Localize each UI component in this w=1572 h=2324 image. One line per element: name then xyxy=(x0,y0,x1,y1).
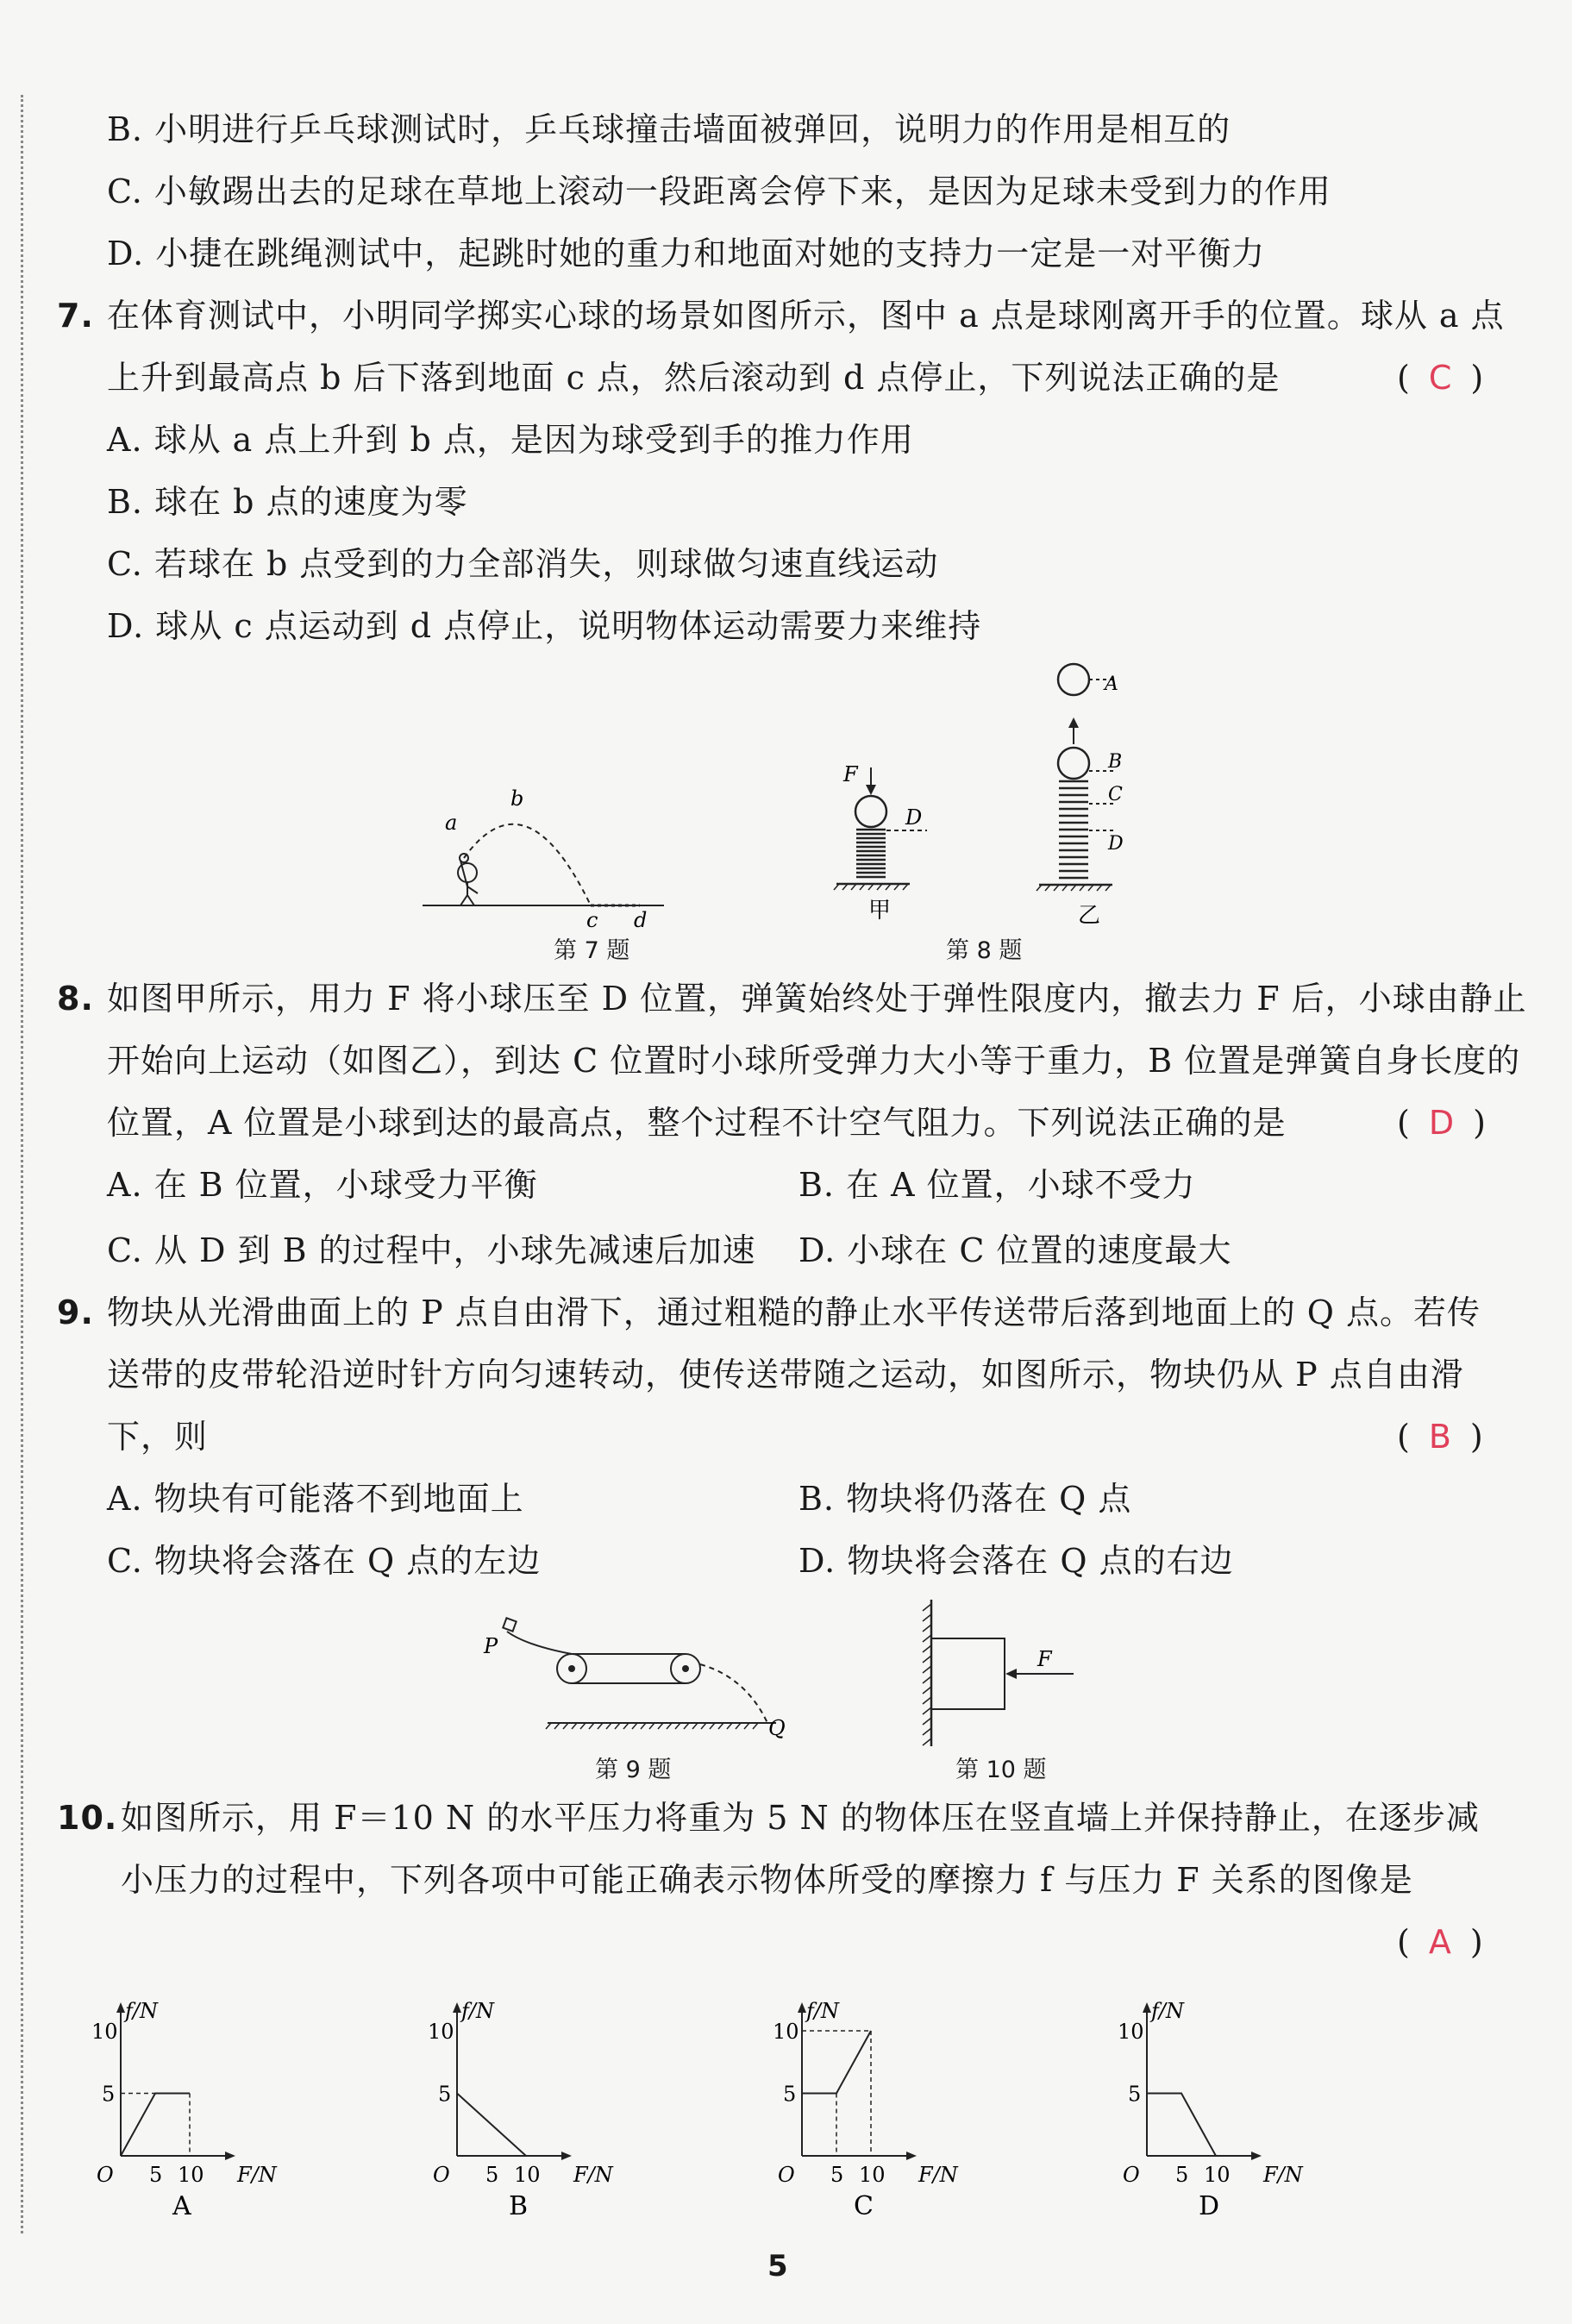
x-tick-label: 5 xyxy=(485,2163,499,2187)
x-tick-label: 10 xyxy=(178,2163,204,2187)
label-D-yi: D xyxy=(1108,833,1124,855)
q8-option-b: B. 在 A 位置，小球不受力 xyxy=(799,1166,1196,1204)
graph-name: D xyxy=(1199,2191,1220,2221)
q9-option-d: D. 物块将会落在 Q 点的右边 xyxy=(799,1542,1234,1580)
origin-label: O xyxy=(1123,2163,1140,2187)
fig10-wall-block-diagram xyxy=(910,1595,1082,1751)
label-c: c xyxy=(586,908,598,932)
label-jia: 甲 xyxy=(868,898,892,924)
q10-answer: A xyxy=(1428,1923,1451,1961)
q9-option-c: C. 物块将会落在 Q 点的左边 xyxy=(107,1542,542,1580)
y-axis-arrow xyxy=(1143,2002,1151,2013)
label-F: F xyxy=(843,762,858,786)
fig10-caption: 第 10 题 xyxy=(955,1757,1047,1783)
q7-text-line1: 在体育测试中，小明同学掷实心球的场景如图所示，图中 a 点是球刚离开手的位置。球从 a 点 xyxy=(107,297,1505,335)
q8-text-line3: 位置，A 位置是小球到达的最高点，整个过程不计空气阻力。下列说法正确的是 xyxy=(107,1104,1287,1142)
q9-option-b: B. 物块将仍落在 Q 点 xyxy=(799,1480,1132,1518)
y-tick-label: 5 xyxy=(102,2082,116,2107)
q7-option-b: B. 球在 b 点的速度为零 xyxy=(107,483,468,521)
origin-label: O xyxy=(778,2163,795,2187)
page-number: 5 xyxy=(767,2249,788,2283)
spring-jia xyxy=(856,830,886,877)
f-F-curve xyxy=(802,2031,871,2094)
f-F-curve xyxy=(1147,2094,1216,2157)
y-tick-label: 10 xyxy=(91,2020,118,2044)
fig7-caption: 第 7 题 xyxy=(554,937,630,964)
q9-option-a: A. 物块有可能落不到地面上 xyxy=(107,1480,524,1518)
label-a: a xyxy=(445,811,458,835)
label-F: F xyxy=(1037,1647,1052,1671)
x-axis-label: F/N xyxy=(1263,2163,1303,2187)
q7-number: 7. xyxy=(57,297,94,335)
q9-number: 9. xyxy=(57,1294,94,1331)
y-tick-label: 5 xyxy=(783,2082,797,2107)
graph-option-b xyxy=(427,1996,686,2229)
y-axis-label: f/N xyxy=(125,1999,158,2023)
q8-option-c: C. 从 D 到 B 的过程中，小球先减速后加速 xyxy=(107,1231,756,1269)
block-at-P xyxy=(503,1618,516,1631)
label-B: B xyxy=(1108,751,1123,773)
y-axis-label: f/N xyxy=(1151,1999,1184,2023)
graph-name: C xyxy=(854,2191,874,2221)
y-tick-label: 10 xyxy=(428,2020,454,2044)
q9-answer-bracket: ( B ) xyxy=(1397,1418,1483,1456)
graph-option-a xyxy=(91,1996,349,2229)
label-Q: Q xyxy=(768,1716,786,1740)
f-F-curve xyxy=(121,2094,190,2157)
y-tick-label: 10 xyxy=(773,2020,799,2044)
x-axis-arrow xyxy=(906,2152,917,2160)
q7-option-a: A. 球从 a 点上升到 b 点，是因为球受到手的推力作用 xyxy=(107,421,914,459)
label-A: A xyxy=(1105,673,1118,695)
trajectory-path xyxy=(464,824,591,905)
q9-text-line1: 物块从光滑曲面上的 P 点自由滑下，通过粗糙的静止水平传送带后落到地面上的 Q 点。若传 xyxy=(107,1294,1481,1331)
graph-option-d xyxy=(1117,1996,1375,2229)
x-tick-label: 10 xyxy=(514,2163,541,2187)
q8-number: 8. xyxy=(57,980,94,1018)
spring-yi xyxy=(1059,781,1088,878)
label-yi: 乙 xyxy=(1078,903,1101,929)
q6-option-d: D. 小捷在跳绳测试中，起跳时她的重力和地面对她的支持力一定是一对平衡力 xyxy=(107,235,1266,272)
q9-text-line2: 送带的皮带轮沿逆时针方向匀速转动，使传送带随之运动，如图所示，物块仍从 P 点自由滑 xyxy=(107,1356,1464,1394)
y-axis-label: f/N xyxy=(461,1999,494,2023)
person-head xyxy=(458,863,477,882)
ball-jia xyxy=(855,796,886,827)
q8-text-line1: 如图甲所示，用力 F 将小球压至 D 位置，弹簧始终处于弹性限度内，撤去力 F 后，小球由静止 xyxy=(107,980,1527,1018)
fig8-spring-diagram xyxy=(824,655,1151,931)
label-P: P xyxy=(484,1634,498,1658)
ball-position-A xyxy=(1058,664,1089,695)
binding-margin-line xyxy=(21,95,23,2233)
x-axis-arrow xyxy=(225,2152,235,2160)
label-b: b xyxy=(510,786,524,811)
y-axis-arrow xyxy=(798,2002,806,2013)
graph-name: A xyxy=(172,2191,191,2221)
x-axis-label: F/N xyxy=(918,2163,958,2187)
label-d: d xyxy=(634,908,648,932)
smooth-curve xyxy=(507,1632,572,1654)
velocity-arrow xyxy=(1068,717,1079,728)
fall-path xyxy=(700,1664,767,1723)
q7-answer: C xyxy=(1428,359,1452,397)
q9-answer: B xyxy=(1428,1418,1451,1456)
q6-option-c: C. 小敏踢出去的足球在草地上滚动一段距离会停下来，是因为足球未受到力的作用 xyxy=(107,172,1331,210)
y-axis-label: f/N xyxy=(806,1999,839,2023)
x-axis-label: F/N xyxy=(573,2163,613,2187)
fig7-shotput-diagram xyxy=(414,776,673,940)
x-axis-arrow xyxy=(561,2152,572,2160)
q7-option-d: D. 球从 c 点运动到 d 点停止，说明物体运动需要力来维持 xyxy=(107,607,982,645)
q10-text-line1: 如图所示，用 F＝10 N 的水平压力将重为 5 N 的物体压在竖直墙上并保持静止，在逐步减 xyxy=(121,1799,1480,1837)
ball-position-B xyxy=(1058,748,1089,779)
x-tick-label: 5 xyxy=(830,2163,844,2187)
q8-option-d: D. 小球在 C 位置的速度最大 xyxy=(799,1231,1232,1269)
label-C: C xyxy=(1108,784,1123,805)
y-tick-label: 5 xyxy=(438,2082,452,2107)
y-axis-arrow xyxy=(116,2002,125,2013)
q6-option-b: B. 小明进行乒乓球测试时，乒乓球撞击墙面被弹回，说明力的作用是相互的 xyxy=(107,110,1231,148)
q10-text-line2: 小压力的过程中，下列各项中可能正确表示物体所受的摩擦力 f 与压力 F 关系的图像是 xyxy=(121,1861,1413,1899)
y-axis-arrow xyxy=(453,2002,461,2013)
fig9-conveyor-diagram xyxy=(479,1613,806,1751)
q8-answer-bracket: ( D ) xyxy=(1397,1104,1486,1142)
y-tick-label: 10 xyxy=(1118,2020,1144,2044)
force-arrow-F xyxy=(1005,1669,1017,1679)
x-tick-label: 5 xyxy=(149,2163,163,2187)
fig9-caption: 第 9 题 xyxy=(595,1757,672,1783)
graph-name: B xyxy=(509,2191,529,2221)
x-tick-label: 5 xyxy=(1175,2163,1189,2187)
fig8-caption: 第 8 题 xyxy=(946,937,1023,964)
graph-option-c xyxy=(772,1996,1030,2229)
q7-answer-bracket: ( C ) xyxy=(1397,359,1484,397)
y-tick-label: 5 xyxy=(1128,2082,1142,2107)
q8-option-a: A. 在 B 位置，小球受力平衡 xyxy=(107,1166,538,1204)
q10-answer-bracket: ( A ) xyxy=(1397,1923,1483,1961)
q10-number: 10. xyxy=(57,1799,118,1837)
q8-answer: D xyxy=(1428,1104,1455,1142)
block xyxy=(931,1638,1005,1709)
q7-text-line2: 上升到最高点 b 后下落到地面 c 点，然后滚动到 d 点停止，下列说法正确的是 xyxy=(107,359,1281,397)
force-arrow-F xyxy=(866,785,876,795)
x-tick-label: 10 xyxy=(1204,2163,1231,2187)
origin-label: O xyxy=(433,2163,450,2187)
x-tick-label: 10 xyxy=(859,2163,886,2187)
q7-option-c: C. 若球在 b 点受到的力全部消失，则球做匀速直线运动 xyxy=(107,545,939,583)
origin-label: O xyxy=(97,2163,114,2187)
x-axis-label: F/N xyxy=(237,2163,277,2187)
label-D-jia: D xyxy=(905,805,923,830)
q8-text-line2: 开始向上运动（如图乙），到达 C 位置时小球所受弹力大小等于重力，B 位置是弹簧自身长度的 xyxy=(107,1042,1521,1080)
q9-text-line3: 下，则 xyxy=(107,1418,209,1456)
f-F-curve xyxy=(457,2094,526,2157)
x-axis-arrow xyxy=(1251,2152,1262,2160)
